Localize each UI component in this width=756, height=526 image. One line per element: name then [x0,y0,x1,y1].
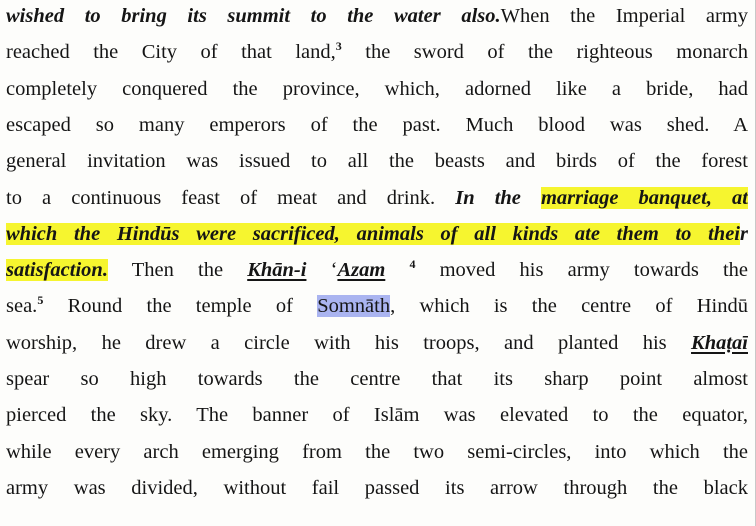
text-line [6,73,748,105]
text-line [6,254,748,286]
text-line [6,436,748,468]
text-segment: , which is the centre of Hindū [390,295,748,318]
line-content [6,218,748,250]
text-segment: Round the temple of [43,295,318,318]
text-line [6,36,748,68]
highlighted-text: satisfaction. [6,259,108,282]
line-content [6,290,748,322]
text-line [6,145,748,177]
selected-text[interactable]: Somnāth [317,295,391,318]
text-segment: Then the [107,259,248,282]
text-segment: r [740,222,748,245]
text-segment: escaped so many emperors of the past. Much blood was shed. A [6,113,748,136]
text-segment: pierced the sky. The banner of Islām was elevated to the equator, [6,404,748,427]
line-content [6,0,748,32]
text-line [6,327,748,359]
line-content [6,327,748,359]
line-content [6,254,748,286]
text-line [6,472,748,504]
line-content [6,399,748,431]
text-line [6,290,748,322]
text-segment: worship, he drew a circle with his troops, and planted his [6,331,692,354]
text-line [6,0,748,32]
text-segment: spear so high towards the centre that its sharp point almost [6,368,748,390]
text-segment [385,259,409,281]
line-content [6,73,748,105]
text-segment: general invitation was issued to all the beasts and birds of the forest [6,150,748,173]
text-segment: the sword of the righteous monarch [341,41,748,64]
text-line [6,182,748,214]
highlighted-text: which the Hindūs were sacrificed, animals of all kinds ate them to thei [6,222,741,245]
text-segment: army was divided, without fail passed its arrow through the black [6,476,748,499]
footnote-marker: 5 [37,293,44,308]
line-content [6,109,748,141]
line-content [6,145,748,177]
text-line [6,109,748,141]
line-content [6,472,748,504]
text-segment: Azam [337,259,386,282]
line-content [6,182,748,214]
line-content [6,36,748,68]
text-line [6,218,748,250]
line-content [6,436,748,468]
footnote-marker: 4 [409,257,416,272]
text-line [6,399,748,431]
text-segment: Khān-i [247,259,307,282]
text-segment: When the Imperial army [500,5,748,27]
text-segment: to a continuous feast of meat and drink. [6,186,456,209]
highlighted-text: marriage banquet, at [540,186,748,209]
text-line [6,363,748,395]
text-segment: moved his army towards the [415,259,748,282]
footnote-marker: 3 [335,39,342,54]
text-segment: sea. [6,295,38,318]
text-segment: completely conquered the province, which, adorned like a bride, had [6,77,748,100]
text-segment: reached the City of that land, [6,41,336,64]
text-segment: Khaṭaī [691,331,748,354]
text-segment: while every arch emerging from the two semi-circles, into which the [6,440,748,463]
text-segment: In the [455,186,541,209]
line-content [6,363,748,395]
text-segment: ‘ [306,259,338,282]
text-segment: wished to bring its summit to the water also. [6,5,501,27]
